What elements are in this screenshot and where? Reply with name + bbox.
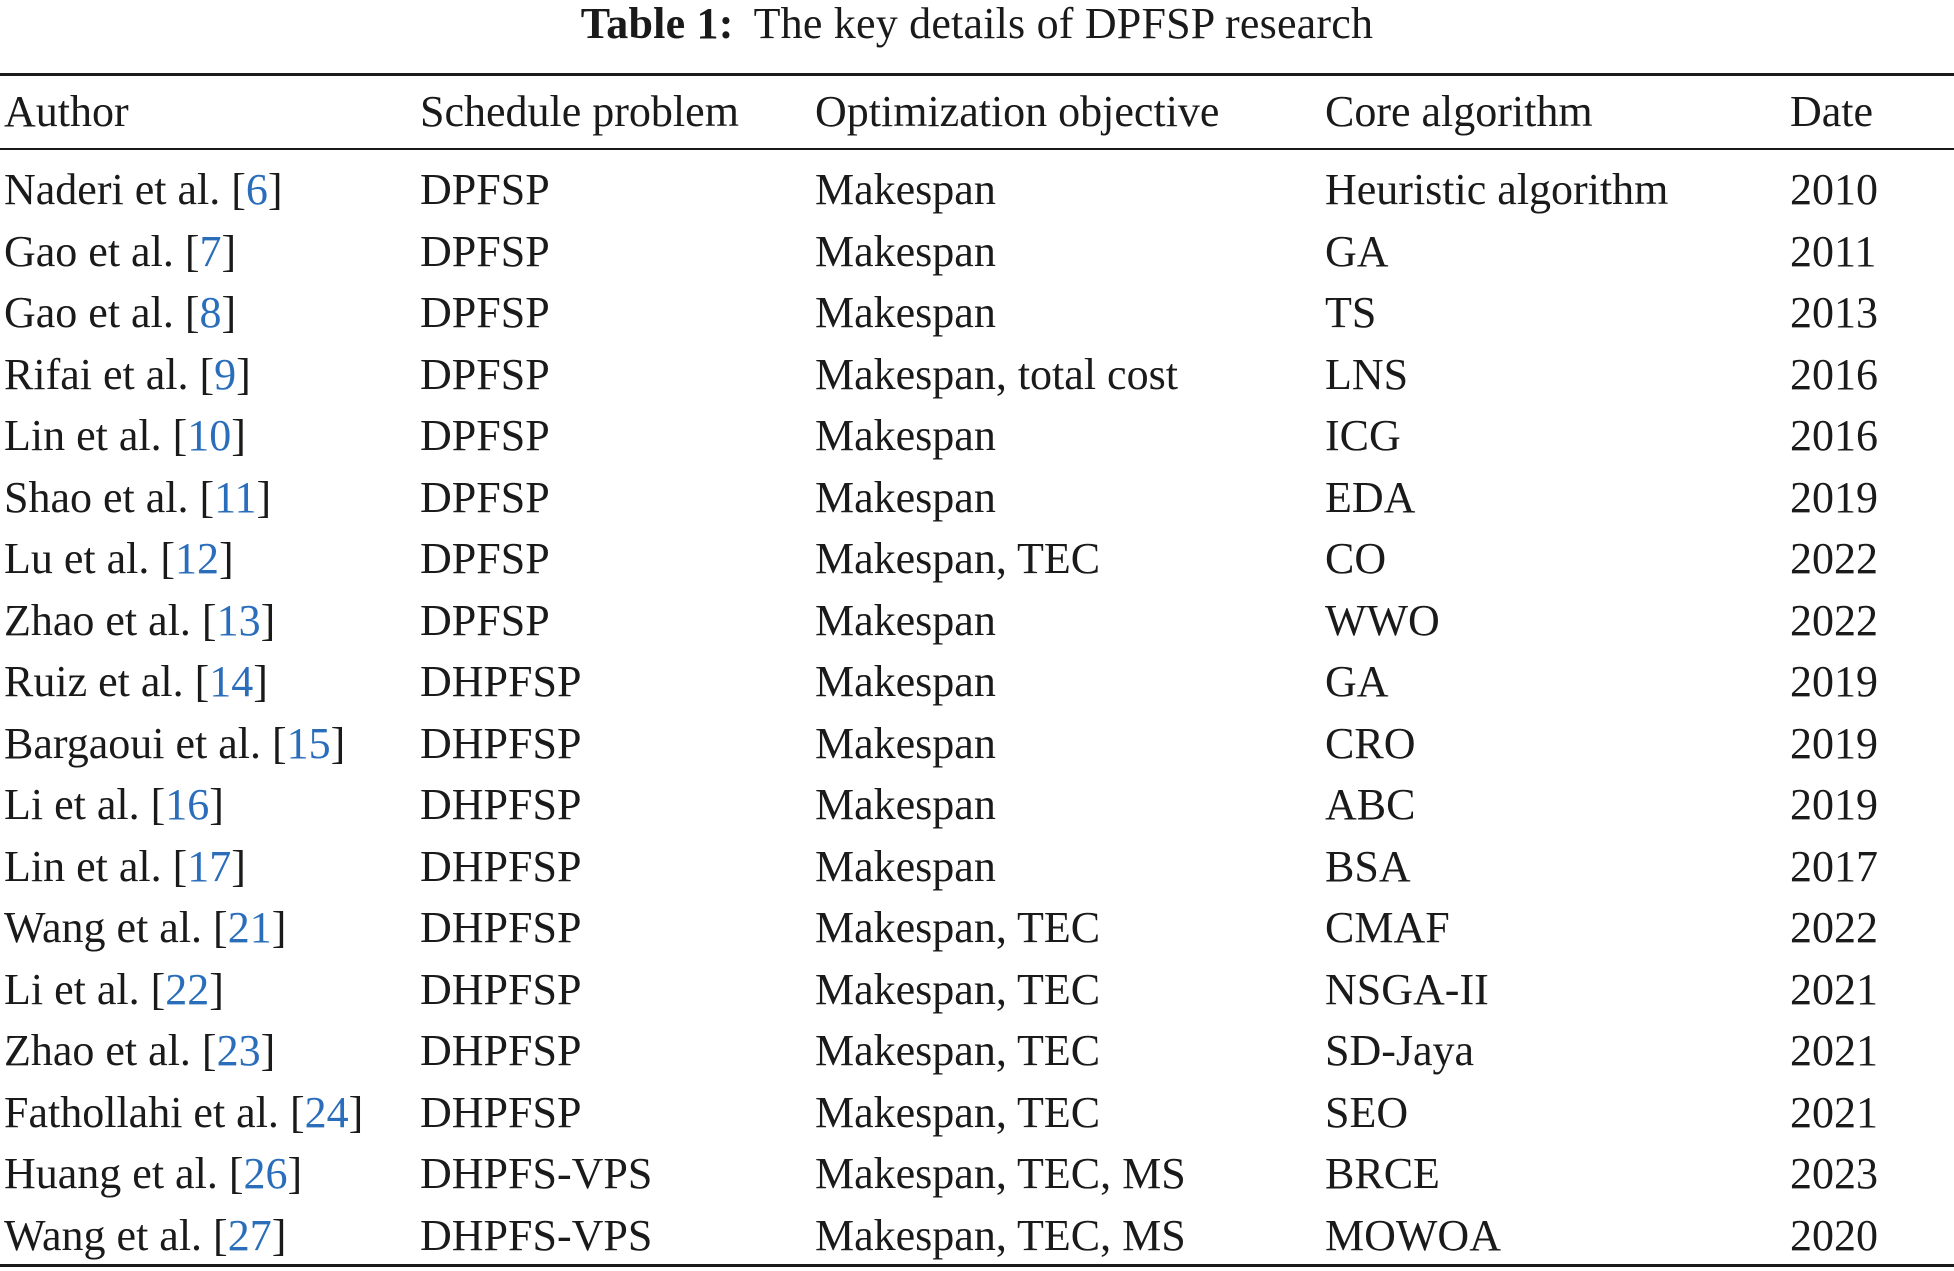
author-name: Zhao et al. — [4, 1026, 191, 1075]
schedule-problem-cell: DPFSP — [420, 165, 550, 214]
table-top-rule — [0, 73, 1954, 76]
author-cell: Rifai et al. [9] — [4, 349, 251, 399]
column-header-optimization-objective: Optimization objective — [815, 87, 1220, 136]
date-cell: 2021 — [1790, 964, 1878, 1014]
reference-link[interactable]: 6 — [245, 165, 268, 214]
date-cell: 2019 — [1790, 718, 1878, 768]
author-cell: Zhao et al. [13] — [4, 595, 276, 645]
optimization-objective-cell: Makespan — [815, 288, 996, 337]
schedule-problem-cell: DHPFSP — [420, 903, 582, 952]
reference-link[interactable]: 24 — [304, 1087, 349, 1137]
author-name: Shao et al. — [4, 472, 189, 522]
date-cell: 2019 — [1790, 472, 1878, 522]
author-cell: Gao et al. [8] — [4, 288, 237, 337]
date-cell: 2019 — [1790, 780, 1878, 829]
core-algorithm-cell: CRO — [1325, 718, 1416, 768]
optimization-objective-cell: Makespan, TEC, MS — [815, 1210, 1186, 1260]
schedule-problem-cell: DHPFSP — [420, 657, 582, 706]
optimization-objective-cell: Makespan, TEC — [815, 964, 1101, 1014]
date-cell: 2023 — [1790, 1149, 1878, 1198]
core-algorithm-cell: Heuristic algorithm — [1325, 165, 1669, 214]
author-name: Li et al. — [4, 780, 140, 829]
optimization-objective-cell: Makespan — [815, 472, 996, 522]
optimization-objective-cell: Makespan — [815, 226, 996, 276]
author-name: Huang et al. — [4, 1149, 218, 1198]
reference-link[interactable]: 23 — [216, 1026, 261, 1075]
column-header-schedule-problem: Schedule problem — [420, 87, 739, 136]
table-caption — [0, 0, 1954, 48]
author-name: Wang et al. — [4, 1210, 203, 1260]
date-cell: 2020 — [1790, 1210, 1878, 1260]
core-algorithm-cell: GA — [1325, 657, 1389, 706]
core-algorithm-cell: EDA — [1325, 472, 1416, 522]
author-name: Ruiz et al. — [4, 657, 184, 706]
author-cell: Wang et al. [27] — [4, 1210, 287, 1260]
table-row — [0, 222, 1954, 282]
optimization-objective-cell: Makespan — [815, 780, 996, 829]
core-algorithm-cell: ICG — [1325, 411, 1401, 460]
optimization-objective-cell: Makespan — [815, 595, 996, 645]
reference-link[interactable]: 13 — [216, 595, 261, 645]
table-header-row — [0, 82, 1954, 142]
core-algorithm-cell: MOWOA — [1325, 1210, 1501, 1260]
author-cell: Ruiz et al. [14] — [4, 657, 268, 706]
author-cell: Naderi et al. [6] — [4, 165, 283, 214]
date-cell: 2013 — [1790, 288, 1878, 337]
author-cell: Bargaoui et al. [15] — [4, 718, 346, 768]
reference-link[interactable]: 27 — [227, 1210, 272, 1260]
reference-link[interactable]: 14 — [209, 657, 254, 706]
date-cell: 2010 — [1790, 165, 1878, 214]
reference-link[interactable]: 22 — [165, 964, 210, 1014]
optimization-objective-cell: Makespan, TEC — [815, 1087, 1101, 1137]
author-name: Naderi et al. — [4, 165, 221, 214]
table-row — [0, 775, 1954, 835]
author-name: Lu et al. — [4, 534, 150, 583]
schedule-problem-cell: DPFSP — [420, 595, 550, 645]
date-cell: 2011 — [1790, 226, 1877, 276]
schedule-problem-cell: DHPFSP — [420, 841, 582, 891]
schedule-problem-cell: DPFSP — [420, 226, 550, 276]
author-name: Rifai et al. — [4, 349, 189, 399]
author-name: Lin et al. — [4, 841, 162, 891]
author-name: Lin et al. — [4, 411, 162, 460]
table-row — [0, 468, 1954, 528]
schedule-problem-cell: DPFSP — [420, 472, 550, 522]
core-algorithm-cell: GA — [1325, 226, 1389, 276]
column-header-date: Date — [1790, 87, 1874, 136]
schedule-problem-cell: DPFSP — [420, 411, 550, 460]
table-caption-label: Table 1: — [580, 0, 734, 48]
table-row — [0, 345, 1954, 405]
reference-link[interactable]: 17 — [187, 841, 232, 891]
table-row — [0, 406, 1954, 466]
date-cell: 2022 — [1790, 903, 1878, 952]
author-name: Fathollahi et al. — [4, 1087, 279, 1137]
core-algorithm-cell: LNS — [1325, 349, 1409, 399]
optimization-objective-cell: Makespan, TEC — [815, 534, 1101, 583]
table-row — [0, 652, 1954, 712]
date-cell: 2019 — [1790, 657, 1878, 706]
author-name: Zhao et al. — [4, 595, 191, 645]
table-row — [0, 960, 1954, 1020]
column-header-core-algorithm: Core algorithm — [1325, 87, 1593, 136]
reference-link[interactable]: 12 — [175, 534, 220, 583]
core-algorithm-cell: BRCE — [1325, 1149, 1440, 1198]
table-row — [0, 591, 1954, 651]
author-cell: Huang et al. [26] — [4, 1149, 303, 1198]
core-algorithm-cell: CO — [1325, 534, 1387, 583]
reference-link[interactable]: 8 — [199, 288, 222, 337]
core-algorithm-cell: TS — [1325, 288, 1377, 337]
date-cell: 2021 — [1790, 1026, 1878, 1075]
table-row — [0, 1144, 1954, 1204]
table-row — [0, 1083, 1954, 1143]
author-cell: Li et al. [16] — [4, 780, 224, 829]
date-cell: 2016 — [1790, 349, 1878, 399]
author-cell: Li et al. [22] — [4, 964, 224, 1014]
core-algorithm-cell: CMAF — [1325, 903, 1450, 952]
table-caption-text: The key details of DPFSP research — [753, 0, 1374, 48]
reference-link[interactable]: 11 — [214, 472, 257, 522]
table-row — [0, 837, 1954, 897]
date-cell: 2022 — [1790, 534, 1878, 583]
schedule-problem-cell: DHPFSP — [420, 718, 582, 768]
optimization-objective-cell: Makespan, total cost — [815, 349, 1178, 399]
table-row — [0, 529, 1954, 589]
reference-link[interactable]: 21 — [227, 903, 272, 952]
schedule-problem-cell: DPFSP — [420, 534, 550, 583]
table-row — [0, 898, 1954, 958]
schedule-problem-cell: DHPFSP — [420, 1026, 582, 1075]
core-algorithm-cell: SD-Jaya — [1325, 1026, 1475, 1075]
optimization-objective-cell: Makespan — [815, 657, 996, 706]
optimization-objective-cell: Makespan — [815, 718, 996, 768]
author-cell: Wang et al. [21] — [4, 903, 287, 952]
schedule-problem-cell: DHPFS-VPS — [420, 1149, 653, 1198]
author-name: Gao et al. — [4, 288, 174, 337]
author-cell: Fathollahi et al. [24] — [4, 1087, 364, 1137]
table-row — [0, 714, 1954, 774]
author-name: Gao et al. — [4, 226, 174, 276]
date-cell: 2017 — [1790, 841, 1878, 891]
date-cell: 2022 — [1790, 595, 1878, 645]
table-row — [0, 1206, 1954, 1266]
schedule-problem-cell: DHPFSP — [420, 964, 582, 1014]
author-cell: Zhao et al. [23] — [4, 1026, 276, 1075]
date-cell: 2016 — [1790, 411, 1878, 460]
optimization-objective-cell: Makespan, TEC — [815, 903, 1101, 952]
reference-link[interactable]: 9 — [214, 349, 237, 399]
schedule-problem-cell: DHPFSP — [420, 780, 582, 829]
optimization-objective-cell: Makespan — [815, 165, 996, 214]
core-algorithm-cell: WWO — [1325, 595, 1440, 645]
reference-link[interactable]: 10 — [187, 411, 232, 460]
schedule-problem-cell: DPFSP — [420, 288, 550, 337]
schedule-problem-cell: DPFSP — [420, 349, 550, 399]
optimization-objective-cell: Makespan — [815, 411, 996, 460]
reference-link[interactable]: 15 — [286, 718, 331, 768]
schedule-problem-cell: DHPFS-VPS — [420, 1210, 653, 1260]
column-header-author: Author — [4, 87, 129, 136]
core-algorithm-cell: ABC — [1325, 780, 1416, 829]
core-algorithm-cell: BSA — [1325, 841, 1411, 891]
author-cell: Shao et al. [11] — [4, 472, 272, 522]
author-name: Wang et al. — [4, 903, 203, 952]
reference-link[interactable]: 7 — [199, 226, 222, 276]
schedule-problem-cell: DHPFSP — [420, 1087, 582, 1137]
date-cell: 2021 — [1790, 1087, 1878, 1137]
author-name: Li et al. — [4, 964, 140, 1014]
core-algorithm-cell: SEO — [1325, 1087, 1409, 1137]
optimization-objective-cell: Makespan — [815, 841, 996, 891]
table-row — [0, 1021, 1954, 1081]
author-cell: Lin et al. [10] — [4, 411, 246, 460]
table-row — [0, 283, 1954, 343]
author-cell: Lin et al. [17] — [4, 841, 246, 891]
table-row — [0, 160, 1954, 220]
reference-link[interactable]: 16 — [165, 780, 210, 829]
reference-link[interactable]: 26 — [243, 1149, 288, 1198]
author-cell: Lu et al. [12] — [4, 534, 234, 583]
table-header-rule — [0, 148, 1954, 150]
optimization-objective-cell: Makespan, TEC — [815, 1026, 1101, 1075]
core-algorithm-cell: NSGA-II — [1325, 964, 1489, 1014]
optimization-objective-cell: Makespan, TEC, MS — [815, 1149, 1186, 1198]
table-bottom-rule — [0, 1264, 1954, 1267]
author-cell: Gao et al. [7] — [4, 226, 237, 276]
author-name: Bargaoui et al. — [4, 718, 261, 768]
